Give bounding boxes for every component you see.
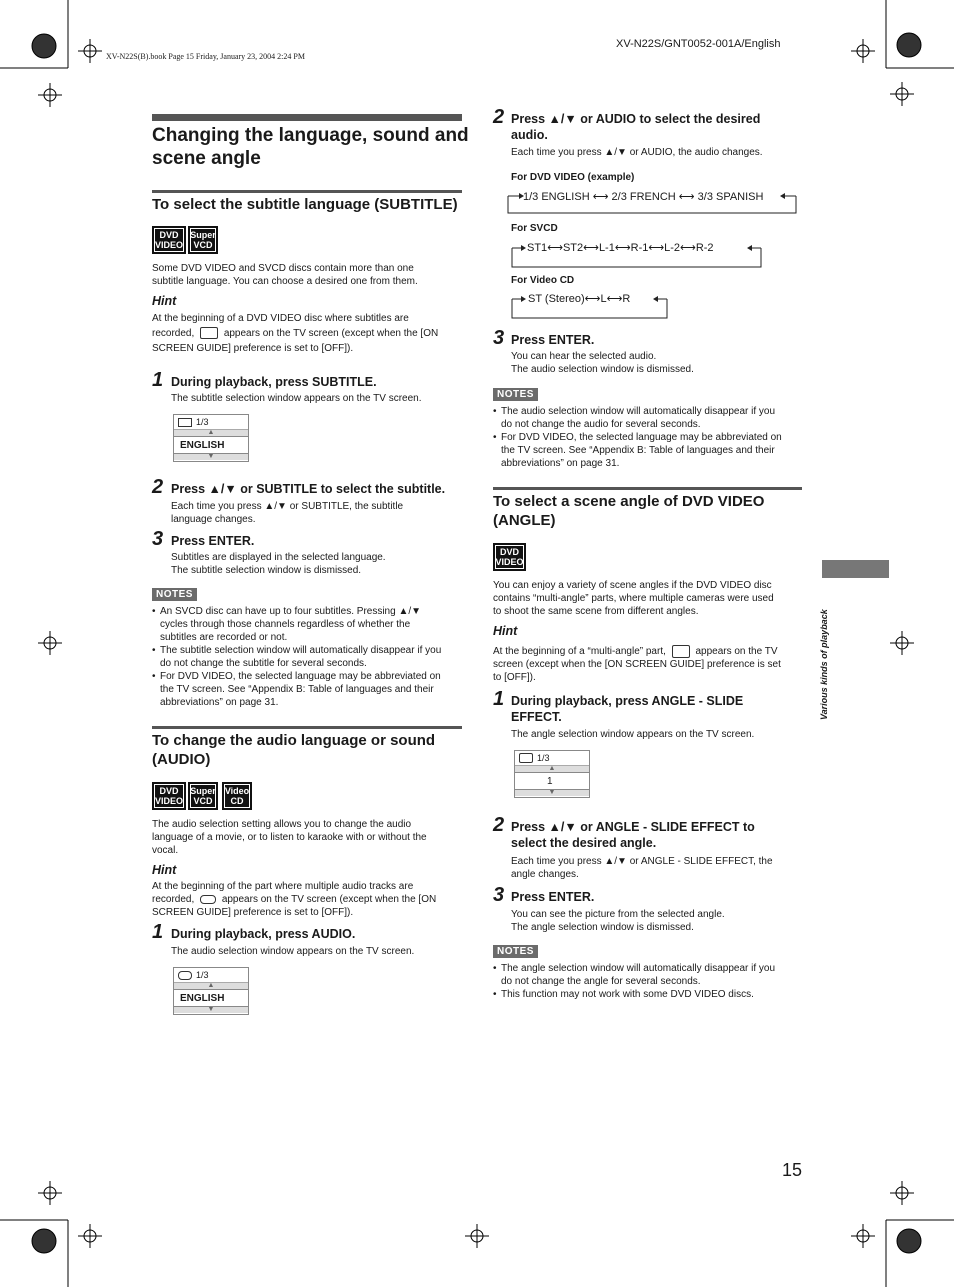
book-info: XV-N22S(B).book Page 15 Friday, January 23, 2004 2:24 PM [106,52,305,61]
list-item: • The angle selection window will automatically disappear if you do not change the angle for several seconds. [501,962,811,988]
svcd-label: For SVCD [511,223,558,234]
sequence-item: L [600,293,607,305]
subtitle-notes [152,605,470,709]
down-arrow-icon: ▼ [515,790,589,796]
angle-heading: To select a scene angle of DVD VIDEO (ANGLE) [493,493,765,529]
list-item: • For DVD VIDEO, the selected language may be abbreviated on the TV screen. See “Appendix B: Table of languages and their abbreviations” on page 31. [501,431,811,470]
camera-icon [672,645,690,658]
bidirectional-arrow-icon: ⟷ [583,242,599,254]
list-item: • An SVCD disc can have up to four subtitles. Pressing ▲/▼ cycles through those channels regardless of whether the subtitles are recorded or not. [160,605,470,644]
step-title: Press ▲/▼ or ANGLE - SLIDE EFFECT to select the desired angle. [511,820,755,850]
list-item: • The subtitle selection window will automatically disappear if you do not change the subtitle for several seconds. [160,644,470,670]
side-tab-label: Various kinds of playback [819,609,829,720]
sequence-item: R-2 [695,242,714,254]
step-desc: Each time you press ▲/▼ or AUDIO, the audio changes. [511,147,763,158]
audio-intro: The audio selection setting allows you to change the audio language of a movie, or to listen to karaoke with or without the vocal. [152,819,427,856]
super-vcd-logo: Super VCD [188,782,218,810]
step-number: 2 [493,106,505,128]
vcd-audio-cycle [511,292,668,319]
hint-label: Hint [152,294,177,308]
step-number: 3 [493,884,505,906]
dvd-audio-cycle [507,188,797,214]
step-title: Press ▲/▼ or SUBTITLE to select the subtitle. [171,482,446,496]
step-number: 1 [152,369,164,391]
notes-badge: NOTES [152,588,197,601]
bidirectional-arrow-icon: ⟷ [678,191,695,203]
list-item: • This function may not work with some DVD VIDEO discs. [501,988,811,1001]
dvd-video-logo: DVD VIDEO [152,782,186,810]
sequence-item: 3/3 SPANISH [697,191,764,203]
step-desc: The audio selection window appears on the TV screen. [171,946,415,957]
camera-icon [519,753,533,763]
side-tab-bar [822,560,889,578]
sequence-item: L-2 [664,242,681,254]
step-title: Press ENTER. [171,534,255,548]
model-code: XV-N22S/GNT0052-001A/English [616,38,781,50]
vcd-label: For Video CD [511,275,575,286]
step-number: 2 [493,814,505,836]
page-number: 15 [782,1160,803,1180]
osd-value: ENGLISH [174,989,248,1007]
osd-value: ENGLISH [174,436,248,454]
dvd-video-logo: DVD VIDEO [493,543,526,571]
bidirectional-arrow-icon: ⟷ [648,242,665,254]
notes-badge: NOTES [493,945,538,958]
title-bar [152,114,462,121]
hint-label: Hint [493,624,518,638]
step-desc: The subtitle selection window appears on the TV screen. [171,393,422,404]
bidirectional-arrow-icon: ⟷ [606,293,623,305]
step-number: 2 [152,476,164,498]
dvd-example-label: For DVD VIDEO (example) [511,172,635,183]
step-title: Press ▲/▼ or AUDIO to select the desired audio. [511,112,761,142]
page-title: Changing the language, sound and scene angle [152,125,469,169]
bidirectional-arrow-icon: ⟷ [547,242,563,254]
subtitle-intro: Some DVD VIDEO and SVCD discs contain more than one subtitle language. You can choose a desired one from them. [152,263,418,287]
notes-badge: NOTES [493,388,538,401]
dvd-video-logo: DVD VIDEO [152,226,186,254]
sequence-item: ST2 [562,242,584,254]
section-divider [152,190,462,193]
step-title: During playback, press SUBTITLE. [171,375,377,389]
up-arrow-icon: ▲ [174,430,248,436]
angle-intro: You can enjoy a variety of scene angles if the DVD VIDEO disc contains “multi-angle” parts, where multiple cameras were used to shoot the same scene from different angles. [493,580,774,617]
sequence-item: R [622,293,631,305]
step-number: 1 [152,921,164,943]
subtitle-icon [178,418,192,427]
angle-notes [493,962,811,1001]
sequence-item: ST (Stereo) [528,293,585,305]
subtitle-hint: At the beginning of a DVD VIDEO disc where subtitles are recorded, appears on the TV screen (except when the [ON SCREEN GUIDE] preference is set to [OFF]). [152,313,439,354]
down-arrow-icon: ▼ [174,454,248,460]
audio-hint: At the beginning of the part where multiple audio tracks are recorded, appears on the TV screen (except when the [ON SCREEN GUIDE] preference is set to [OFF]). [152,881,437,918]
subtitle-osd-window: 1/3 ▲ ENGLISH ▼ [173,414,249,462]
sequence-item: L-1 [598,242,615,254]
svcd-audio-cycle [511,240,762,268]
osd-value: 1 [515,772,589,790]
sequence-item: 2/3 FRENCH [611,191,676,203]
list-item: • The audio selection window will automatically disappear if you do not change the audio for several seconds. [501,405,811,431]
section-divider [152,726,462,729]
section-divider [493,487,802,490]
sequence-item: 1/3 ENGLISH [523,191,590,203]
subtitle-icon [200,327,218,339]
step-number: 3 [493,327,505,349]
step-desc: The angle selection window appears on the TV screen. [511,729,755,740]
audio-icon [200,895,216,904]
list-item: • For DVD VIDEO, the selected language may be abbreviated on the TV screen. See “Appendix B: Table of languages and their abbreviations” on page 31. [160,670,470,709]
bidirectional-arrow-icon: ⟷ [680,242,696,254]
down-arrow-icon: ▼ [174,1007,248,1013]
step-desc: You can hear the selected audio. The audio selection window is dismissed. [511,351,694,375]
step-title: Press ENTER. [511,890,595,904]
sequence-item: R-1 [630,242,649,254]
step-number: 1 [493,688,505,710]
bidirectional-arrow-icon: ⟷ [584,293,601,305]
step-title: During playback, press AUDIO. [171,927,356,941]
hint-label: Hint [152,863,177,877]
angle-osd-window: 1/3 ▲ 1 ▼ [514,750,590,798]
audio-icon [178,971,192,980]
step-desc: Each time you press ▲/▼ or ANGLE - SLIDE EFFECT, the angle changes. [511,856,773,880]
super-vcd-logo: Super VCD [188,226,218,254]
up-arrow-icon: ▲ [515,766,589,772]
audio-heading: To change the audio language or sound (AUDIO) [152,732,436,768]
step-title: Press ENTER. [511,333,595,347]
subtitle-heading: To select the subtitle language (SUBTITLE) [152,196,458,213]
step-desc: Each time you press ▲/▼ or SUBTITLE, the subtitle language changes. [171,501,404,525]
up-arrow-icon: ▲ [174,983,248,989]
bidirectional-arrow-icon: ⟷ [614,242,631,254]
step-title: During playback, press ANGLE - SLIDE EFFECT. [511,694,744,724]
angle-hint: At the beginning of a “multi-angle” part, appears on the TV screen (except when the [ON SCREEN GUIDE] preference is set to [OFF]). [493,646,781,684]
step-desc: You can see the picture from the selected angle. The angle selection window is dismissed. [511,909,725,933]
bidirectional-arrow-icon: ⟷ [592,191,609,203]
step-number: 3 [152,528,164,550]
audio-notes [493,405,811,470]
video-cd-logo: Video CD [222,782,252,810]
sequence-item: ST1 [527,242,548,254]
audio-osd-window: 1/3 ▲ ENGLISH ▼ [173,967,249,1015]
step-desc: Subtitles are displayed in the selected language. The subtitle selection window is dismissed. [171,552,386,576]
